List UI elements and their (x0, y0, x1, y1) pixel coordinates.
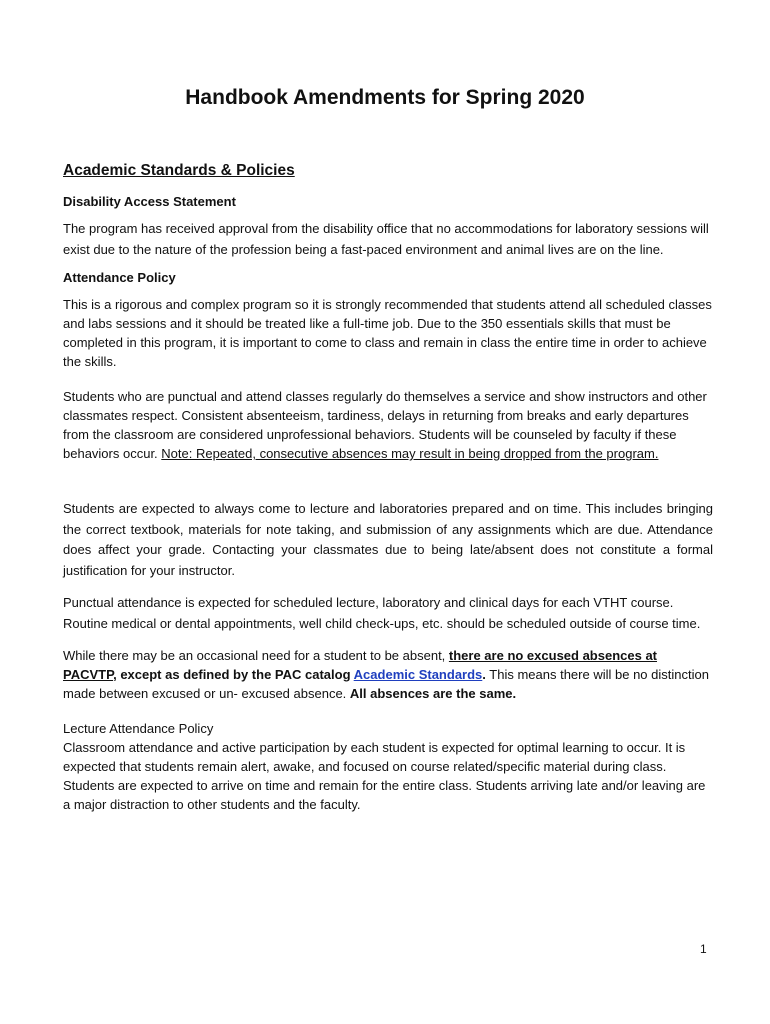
attendance-paragraph-2 (63, 387, 713, 463)
academic-standards-link[interactable]: Academic Standards (353, 667, 483, 682)
lecture-policy-block (63, 719, 713, 814)
no-excused-absences: there are no excused absences at PACVTP (63, 648, 658, 682)
attendance-paragraph-2-text: Students who are punctual and attend classes regularly do themselves a service and show instructors and other classmates respect. Consistent absenteeism, tardiness, delays in returning from breaks and early departures from the classroom are considered unprofessional behaviors. Students will be counseled by faculty if these behaviors occur. (63, 389, 707, 461)
absence-distinction: This means there will be no distinction made between excused or un- excused absence. (63, 667, 709, 701)
document-body (63, 162, 713, 814)
lecture-paragraph: Classroom attendance and active participation by each student is expected for optimal learning to occur. It is expected that students remain alert, awake, and focused on course related/specific material during class. Students are expected to arrive on time and remain for the entire class. Students arriving late and/or leaving are a major distraction to other students and the faculty. (63, 740, 706, 812)
pac-catalog-text: , except as defined by the PAC catalog (113, 667, 354, 682)
disability-heading: Disability Access Statement (63, 194, 236, 209)
attendance-paragraph-3: Students are expected to always come to lecture and laboratories prepared and on time. This includes bringing the correct textbook, materials for note taking, and submission of any assignments which are due. Attendance does affect your grade. Contacting your classmates due to being late/absent does not constitute a formal justification for your instructor. (63, 501, 713, 578)
disability-paragraph: The program has received approval from the disability office that no accommodations for laboratory sessions will exist due to the nature of the profession being a fast-paced environment and animal lives are on the line. (63, 221, 709, 257)
attendance-paragraph-1: This is a rigorous and complex program so it is strongly recommended that students attend all scheduled classes and labs sessions and it should be treated like a full-time job. Due to the 350 essentials skills that must be completed in this program, it is important to come to class and remain in class the entire time in order to achieve the skills. (63, 297, 712, 369)
lecture-heading: Lecture Attendance Policy (63, 721, 214, 736)
all-absences-same: All absences are the same. (349, 686, 517, 701)
attendance-heading: Attendance Policy (63, 270, 176, 285)
page-title: Handbook Amendments for Spring 2020 (185, 86, 585, 109)
page-number: 1 (700, 942, 707, 956)
link-period: . (482, 667, 486, 682)
attendance-paragraph-4: Punctual attendance is expected for scheduled lecture, laboratory and clinical days for each VTHT course. Routine medical or dental appointments, well child check-ups, etc. should be scheduled outside of course time. (63, 595, 701, 631)
section-heading: Academic Standards & Policies (63, 162, 295, 179)
absence-intro: While there may be an occasional need for a student to be absent, (63, 648, 449, 663)
dropped-note: Note: Repeated, consecutive absences may result in being dropped from the program. (161, 446, 659, 461)
attendance-paragraph-5 (63, 646, 713, 703)
